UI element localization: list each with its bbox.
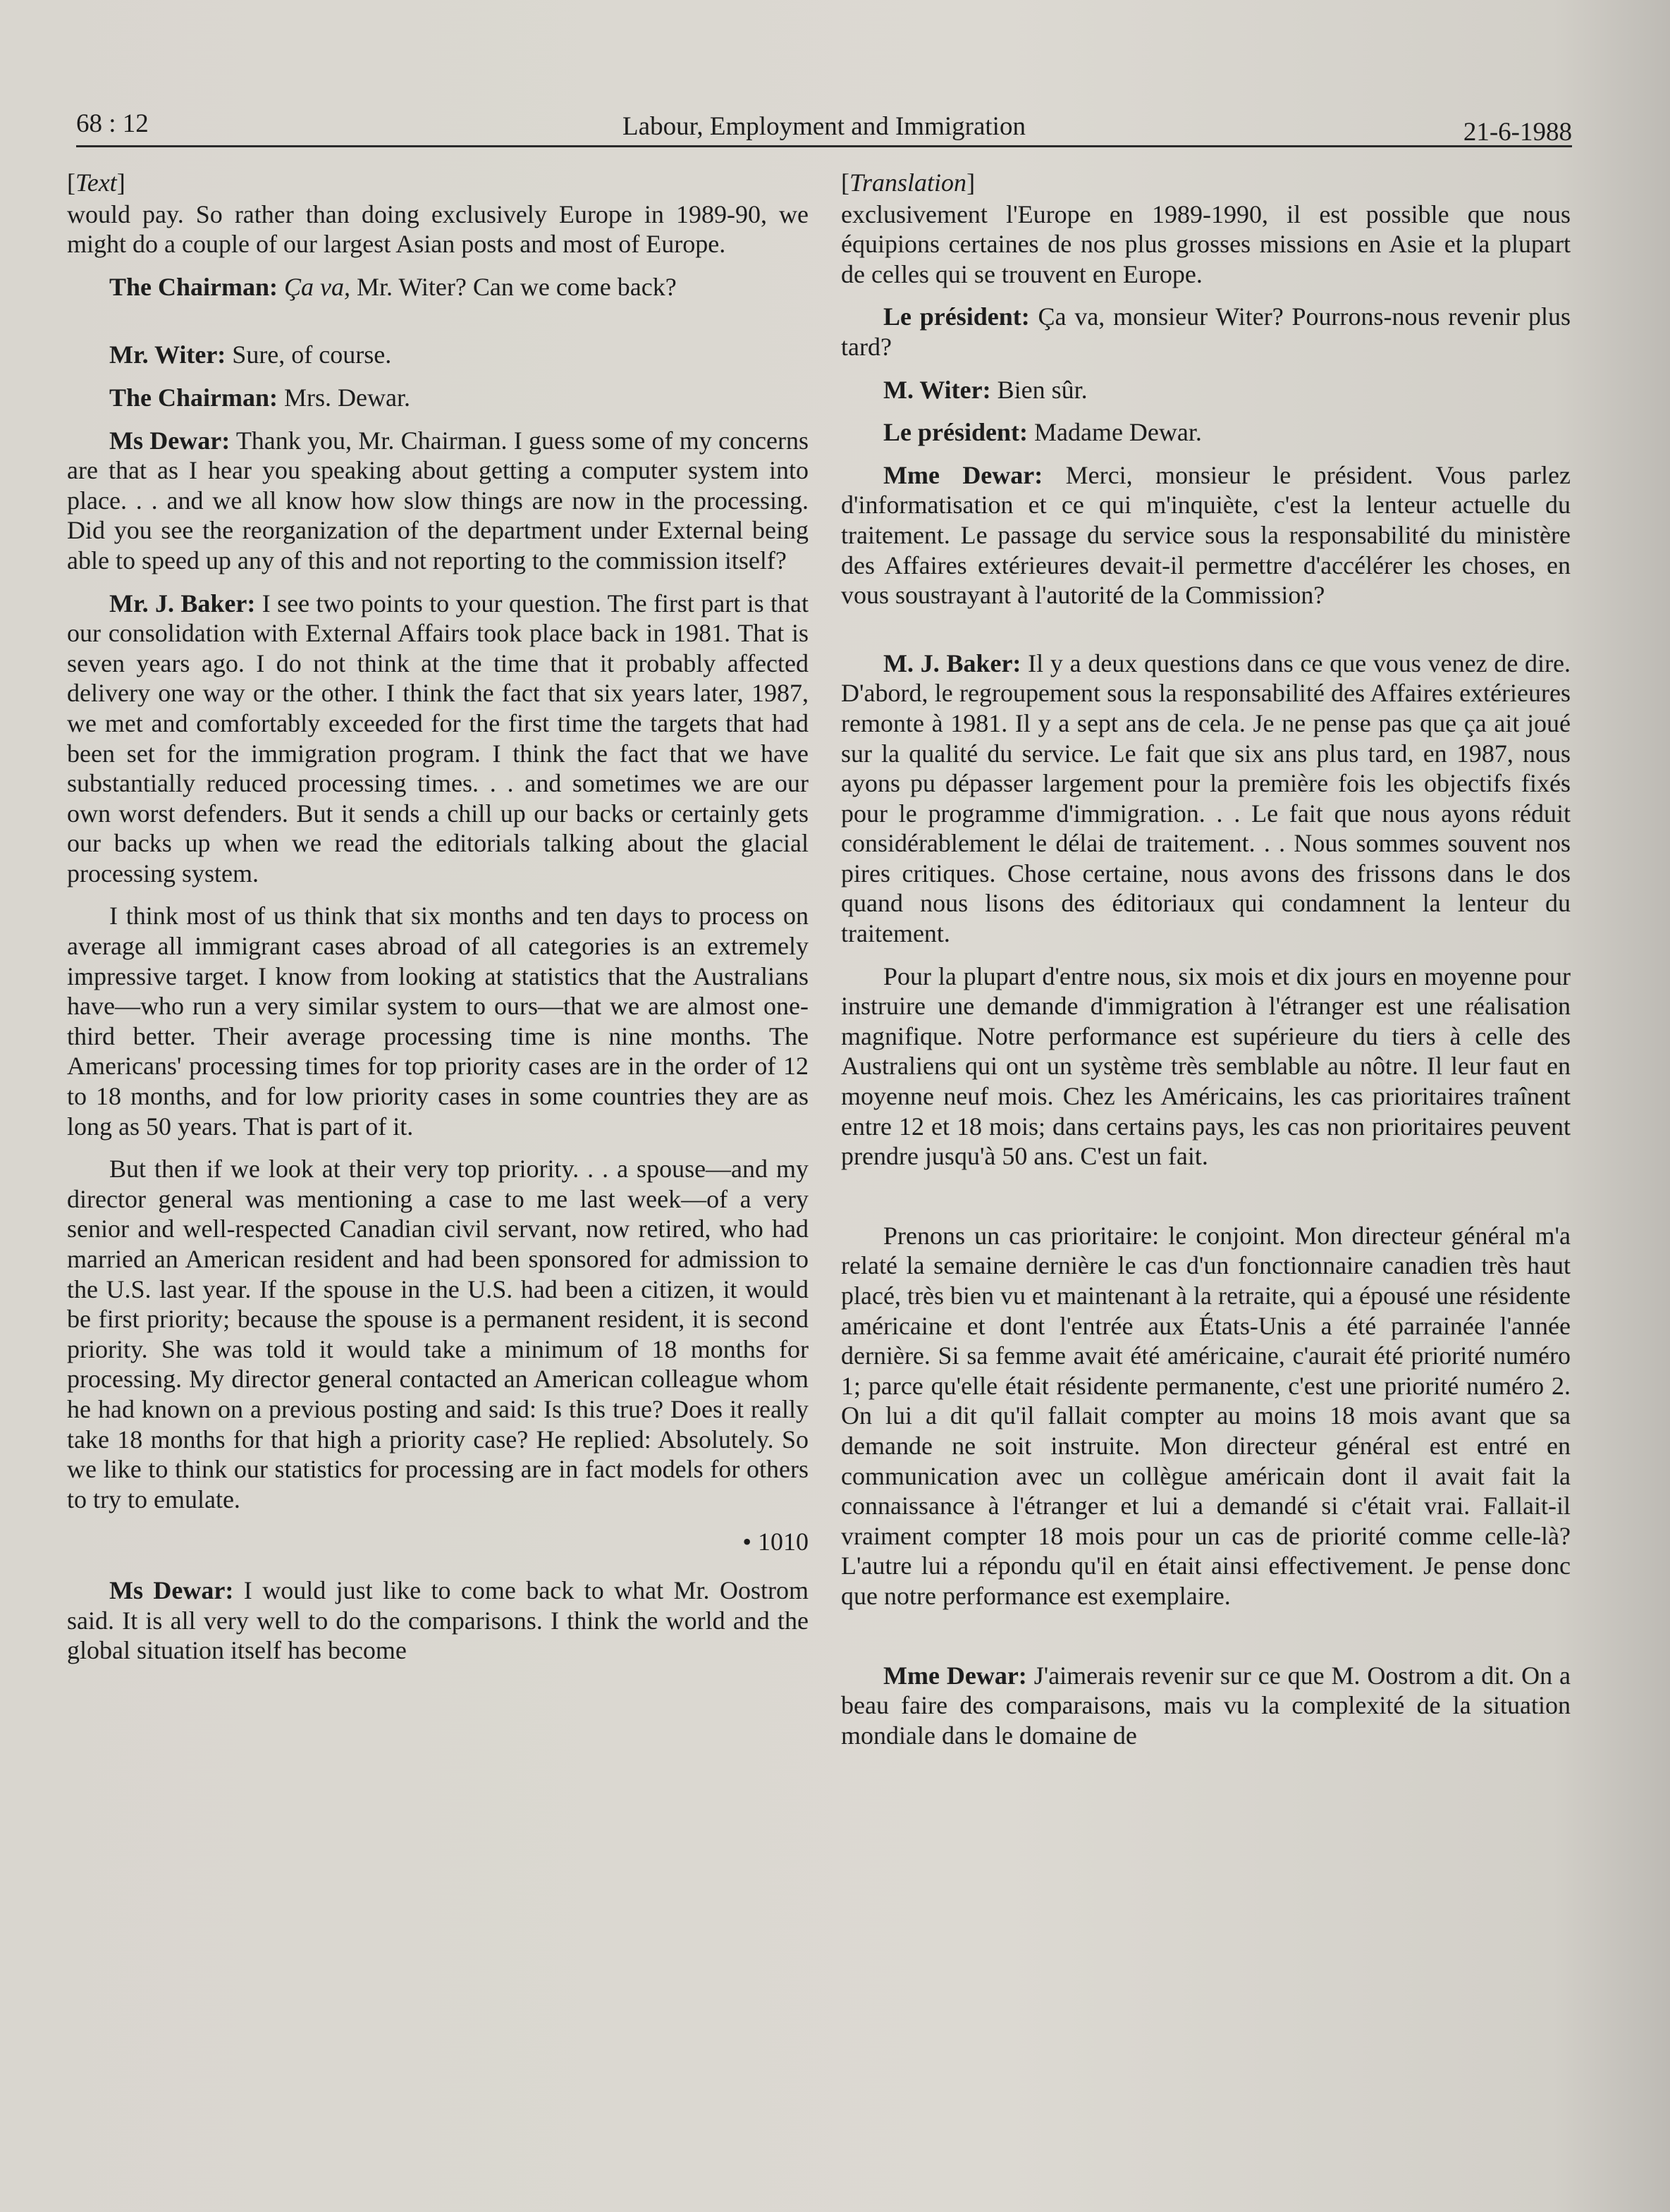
paragraph: exclusivement l'Europe en 1989-1990, il est possible que nous équipions certaines de nos plus grosses missions en Asie et la plupart de celles qui se trouvent en Europe. [841, 199, 1571, 288]
speaker-name: Mme Dewar: [883, 460, 1043, 489]
running-title: Labour, Employment and Immigration [622, 112, 1026, 141]
language-label: [Text] [67, 168, 125, 197]
speaker-paragraph [841, 1661, 1571, 1751]
page-number: 68 : 12 [76, 109, 149, 138]
speaker-paragraph [67, 1575, 809, 1666]
speaker-name: Ms Dewar: [109, 1575, 234, 1604]
speaker-paragraph [67, 340, 809, 370]
speech-text: Mr. Witer? Can we come back? [350, 272, 677, 301]
speaker-name: Mr. Witer: [109, 340, 226, 369]
time-marker: • 1010 [742, 1528, 809, 1556]
speaker-paragraph [841, 649, 1571, 949]
speaker-name: Ms Dewar: [109, 426, 231, 455]
italic-phrase: Ça va, [284, 272, 351, 301]
speaker-name: Mr. J. Baker: [109, 589, 256, 617]
speaker-name: M. J. Baker: [883, 649, 1021, 677]
language-label-text: Translation [849, 168, 967, 197]
paragraph: would pay. So rather than doing exclusively Europe in 1989-90, we might do a couple of our largest Asian posts and most of Europe. [67, 199, 809, 259]
speech-text: Mrs. Dewar. [278, 383, 410, 412]
speech-text: Bien sûr. [990, 375, 1088, 404]
french-column [841, 168, 1571, 1763]
speaker-name: Le président: [883, 302, 1030, 331]
speech-text: I would just like to come back to what Mr. Oostrom said. It is all very well to do the comparisons. I think the world and the global situation itself has become [67, 1575, 809, 1665]
paragraph: But then if we look at their very top priority. . . a spouse—and my director general was mentioning a case to me last week—of a very senior and well-respected Canadian civil servant, now retired, who had married an American resident and had been sponsored for admission to the U.S. last year. If the spouse in the U.S. had been a citizen, it would be first priority; because the spouse is a permanent resident, it is second priority. She was told it would take a minimum of 18 months for processing. My director general contacted an American colleague whom he had known on a previous posting and said: Is this true? Does it really take 18 months for that high a priority case? He replied: Absolutely. So we like to think our statistics for processing are in fact models for others to try to emulate. [67, 1155, 809, 1513]
speech-text: Il y a deux questions dans ce que vous venez de dire. D'abord, le regroupement sous la responsabilité des Affaires extérieures remonte à 1981. Il y a sept ans de cela. Je ne pense pas que ça ait joué sur la qualité du service. Le fait que six ans plus tard, en 1987, nous ayons pu dépasser largement pour la première fois les objectifs fixés pour le programme d'immigration. . . Le fait que nous ayons réduit considérablement le délai de traitement. . . Nous sommes souvent nos pires critiques. Chose certaine, nous avons des frissons dans le dos quand nous lisons des éditoriaux qui condamnent la lenteur du traitement. [841, 649, 1571, 948]
speaker-name: M. Witer: [883, 375, 991, 404]
speaker-paragraph [67, 589, 809, 889]
speaker-name: The Chairman: [109, 383, 278, 412]
speaker-name: The Chairman: [109, 272, 278, 301]
speech-text: Ça va, monsieur Witer? Pourrons-nous revenir plus tard? [841, 302, 1571, 361]
speaker-paragraph [841, 302, 1571, 362]
language-label: [Translation] [841, 168, 976, 197]
paragraph: Pour la plupart d'entre nous, six mois et dix jours en moyenne pour instruire une demande d'immigration à l'étranger est une réalisation magnifique. Notre performance est supérieure du tiers à celle des Australiens qui ont un système très semblable au nôtre. Il leur faut en moyenne neuf mois. Chez les Américains, les cas prioritaires traînent entre 12 et 18 mois; dans certains pays, les cas non prioritaires peuvent prendre jusqu'à 50 ans. C'est un fait. [841, 961, 1571, 1171]
speaker-name: Le président: [883, 418, 1028, 447]
speech-text: Sure, of course. [226, 340, 392, 369]
speaker-name: Mme Dewar: [883, 1661, 1027, 1690]
speech-text: I see two points to your question. The first part is that our consolidation with External Affairs took place back in 1981. That is seven years ago. I do not think at the time that it probably affected delivery one way or the other. I think the fact that six years later, 1987, we met and comfortably exceeded for the first time the targets that had been set for the immigration program. I think the fact that we have substantially reduced processing times. . . and sometimes we are our own worst defenders. But it sends a chill up our backs or certainly gets our backs up when we read the editorials talking about the glacial processing system. [67, 589, 809, 887]
header-date: 21-6-1988 [1463, 118, 1572, 147]
page-header [76, 106, 1572, 147]
speaker-paragraph [841, 417, 1571, 448]
language-label-text: Text [75, 168, 117, 197]
speech-text: Thank you, Mr. Chairman. I guess some of my concerns are that as I hear you speaking about getting a computer system into place. . . and we all know how slow things are now in the processing. Did you see the reorganization of the department under External being able to speed up any of this and not reporting to the commission itself? [67, 426, 809, 574]
paragraph: Prenons un cas prioritaire: le conjoint. Mon directeur général m'a relaté la semaine dernière le cas d'un fonctionnaire canadien très haut placé, très bien vu et maintenant à la retraite, qui a épousé une résidente américaine et dont l'entrée aux États-Unis a été parrainée l'année dernière. Si sa femme avait été américaine, c'aurait été priorité numéro 1; parce qu'elle était résidente permanente, c'est une priorité numéro 2. On lui a dit qu'il fallait compter au moins 18 mois avant que sa demande ne soit instruite. Mon directeur général est entré en communication avec un collègue américain dont il avait fait la connaissance à l'étranger et lui a demandé si c'était vrai. Fallait-il vraiment compter 18 mois pour un cas de priorité comme celle-là? L'autre lui a répondu qu'il en était ainsi effectivement. Je pense donc que notre performance est exemplaire. [841, 1221, 1571, 1610]
speaker-paragraph [67, 272, 809, 302]
speech-text: Merci, monsieur le président. Vous parlez d'informatisation et ce qui m'inquiète, c'est la lenteur actuelle du traitement. Le passage du service sous la responsabilité du ministère des Affaires extérieures devait-il permettre d'accélérer les choses, en vous soustrayant à l'autorité de la Commission? [841, 460, 1571, 610]
speaker-paragraph [67, 426, 809, 576]
speech-text: Madame Dewar. [1027, 418, 1202, 447]
speaker-paragraph [841, 460, 1571, 610]
speaker-paragraph [67, 383, 809, 413]
speaker-paragraph [841, 375, 1571, 405]
speech-text: J'aimerais revenir sur ce que M. Oostrom a dit. On a beau faire des comparaisons, mais vu la complexité de la situation mondiale dans le domaine de [841, 1661, 1571, 1750]
paragraph: I think most of us think that six months and ten days to process on average all immigrant cases abroad of all categories is an extremely impressive target. I know from looking at statistics that the Australians have—who run a very similar system to ours—that we are almost one-third better. Their average processing time is nine months. The Americans' processing times for top priority cases are in the order of 12 to 18 months, and for low priority cases in some countries they are as long as 50 years. That is part of it. [67, 902, 809, 1141]
english-column [67, 168, 809, 1678]
